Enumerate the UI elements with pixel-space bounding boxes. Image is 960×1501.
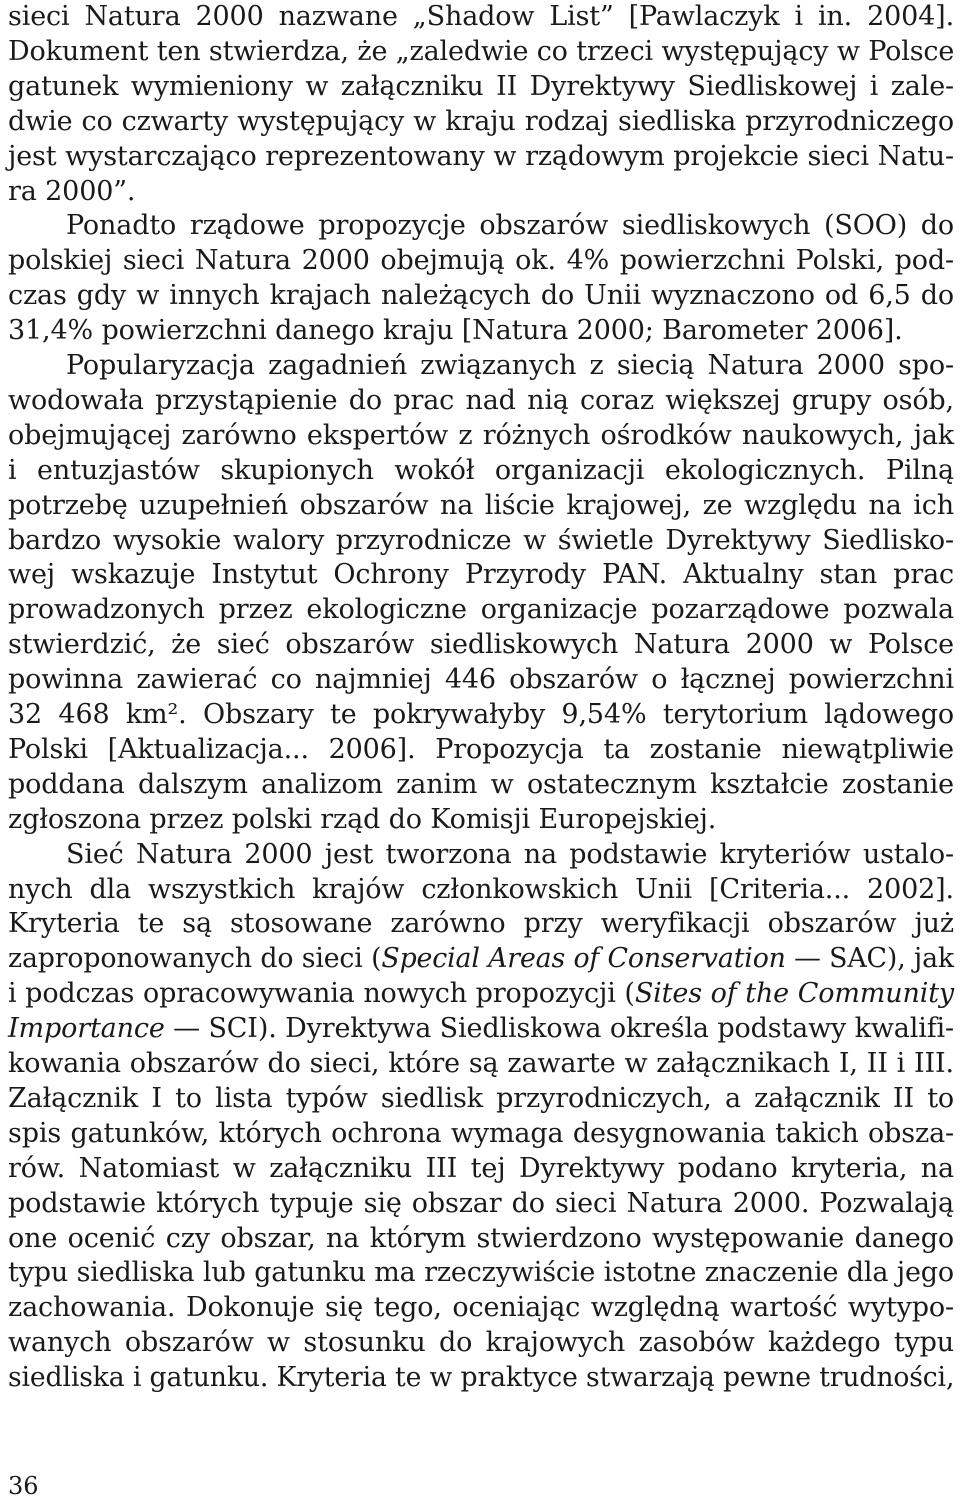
text-line: sieci Natura 2000 nazwane „Shadow List” [Pawlaczyk i in. 2004]. [8,1,954,32]
page-number: 36 [8,1472,39,1500]
text-line: jest wystarczająco reprezentowany w rządowym projekcie sieci Natu- [8,140,954,172]
text-line: gatunek wymieniony w załączniku II Dyrektywy Siedliskowej i zale- [8,70,954,102]
text-line: zgłoszona przez polski rząd do Komisji Europejskiej. [8,803,717,835]
text-line: wej wskazuje Instytut Ochrony Przyrody PAN. Aktualny stan prac [8,559,954,591]
text-line: bardzo wysokie walory przyrodnicze w świetle Dyrektywy Siedlisko- [8,524,954,556]
text-line: Dokument ten stwierdza, że „zaledwie co trzeci występujący w Polsce [8,35,955,67]
text-line: i entuzjastów skupionych wokół organizacji ekologicznych. Pilną [8,454,954,486]
text-line: 31,4% powierzchni danego kraju [Natura 2000; Barometer 2006]. [8,315,903,347]
text-line: Załącznik I to lista typów siedlisk przyrodniczych, a załącznik II to [8,1082,954,1114]
text-line: Popularyzacja zagadnień związanych z siecią Natura 2000 spo- [66,350,954,381]
text-line: stwierdzić, że sieć obszarów siedliskowych Natura 2000 w Polsce [8,629,954,661]
text-line: Importance — SCI). Dyrektywa Siedliskowa określa podstawy kwalifi- [8,1013,954,1045]
text-line: obejmującej zarówno ekspertów z różnych ośrodków naukowych, jak [8,419,954,451]
text-line: zaproponowanych do sieci (Special Areas of Conservation — SAC), jak [8,943,954,975]
text-line: zachowania. Dokonuje się tego, oceniając względną wartość wytypo- [8,1292,954,1324]
text-line: kowania obszarów do sieci, które są zawarte w załącznikach I, II i III. [8,1048,954,1079]
text-line: i podczas opracowywania nowych propozycji (Sites of the Community [8,978,954,1010]
text-line: czas gdy w innych krajach należących do Unii wyznaczono od 6,5 do [8,280,954,312]
text-line: podstawie których typuje się obszar do sieci Natura 2000. Pozwalają [8,1187,954,1219]
text-line: 32 468 km². Obszary te pokrywałyby 9,54% terytorium lądowego [8,699,954,730]
text-line: powinna zawierać co najmniej 446 obszarów o łącznej powierzchni [8,664,954,696]
text-line: spis gatunków, których ochrona wymaga desygnowania takich obsza- [8,1117,954,1149]
text-line: ra 2000”. [8,175,136,207]
text-line: Ponadto rządowe propozycje obszarów siedliskowych (SOO) do [66,210,954,242]
text-line: siedliska i gatunku. Kryteria te w praktyce stwarzają pewne trudności, [8,1362,955,1394]
text-line: Polski [Aktualizacja... 2006]. Propozycja ta zostanie niewątpliwie [8,733,954,765]
text-line: wodowała przystąpienie do prac nad nią coraz większej grupy osób, [8,384,954,416]
text-line: Sieć Natura 2000 jest tworzona na podstawie kryteriów ustalo- [66,838,954,870]
text-line: dwie co czwarty występujący w kraju rodzaj siedliska przyrodniczego [8,105,954,137]
text-line: polskiej sieci Natura 2000 obejmują ok. 4% powierzchni Polski, pod- [8,245,954,277]
text-line: wanych obszarów w stosunku do krajowych zasobów każdego typu [8,1327,954,1359]
text-line: rów. Natomiast w załączniku III tej Dyrektywy podano kryteria, na [8,1152,954,1184]
text-line: potrzebę uzupełnień obszarów na liście krajowej, ze względu na ich [8,489,954,521]
text-line: Kryteria te są stosowane zarówno przy weryfikacji obszarów już [8,908,954,940]
text-line: one ocenić czy obszar, na którym stwierdzono występowanie danego [8,1222,954,1254]
text-line: typu siedliska lub gatunku ma rzeczywiście istotne znaczenie dla jego [8,1257,954,1289]
text-line: prowadzonych przez ekologiczne organizacje pozarządowe pozwala [8,594,954,626]
text-line: poddana dalszym analizom zanim w ostatecznym kształcie zostanie [8,768,954,800]
text-line: nych dla wszystkich krajów członkowskich Unii [Criteria... 2002]. [8,873,954,905]
